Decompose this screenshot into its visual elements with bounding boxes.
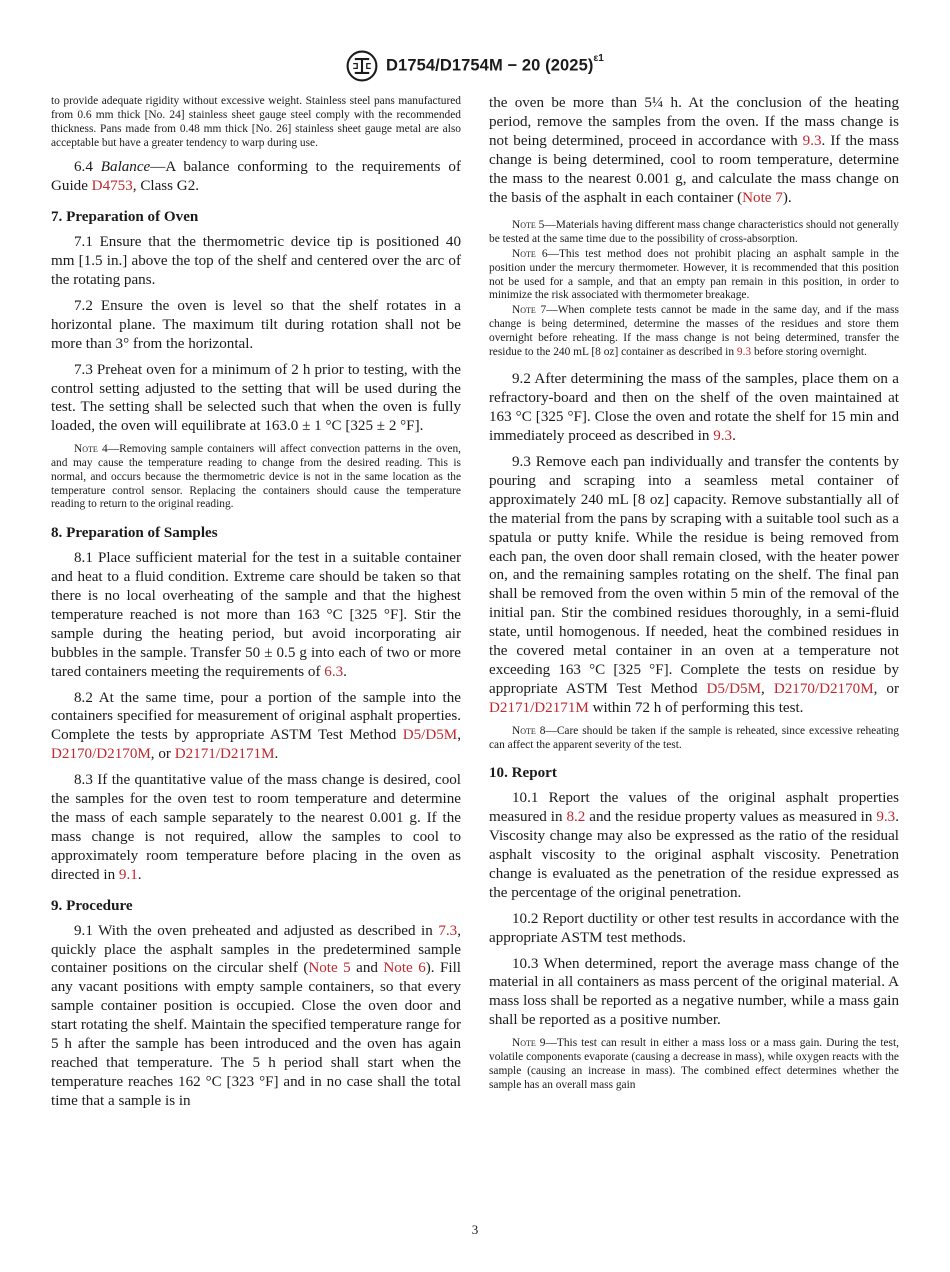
- note-9: Note 9—This test can result in either a mass loss or a mass gain. During the test, volatile components evaporate (causing a decrease in mass), while oxygen reacts with the sample (causing an increase in mass). The combined effect determines whether the sample has an overall mass gain: [489, 1037, 899, 1091]
- ref-9-1-link[interactable]: 9.1: [118, 866, 138, 883]
- ref-note-5-link[interactable]: Note 5: [308, 960, 351, 977]
- paragraph-10-3: 10.3 When determined, report the average mass change of the material in all containers as mass percent of the original material. A mass loss shall be reported as a negative number, while a mass gain shall be reported as a positive number.: [489, 955, 899, 1029]
- ref-d2170-link[interactable]: D2170/D2170M: [773, 680, 874, 697]
- ref-d5-link[interactable]: D5/D5M: [402, 727, 458, 744]
- ref-9-3-link[interactable]: 9.3: [802, 132, 822, 149]
- ref-d2170-link[interactable]: D2170/D2170M: [51, 746, 151, 763]
- paragraph-8-3: 8.3 If the quantitative value of the mass change is desired, cool the samples for the oven test to room temperature and determine the mass of each sample separately to the nearest 0.001 g. If the mass change is not required, allow the samples to cool to approximately room temperature before placing in the oven as directed in 9.1.: [51, 772, 461, 883]
- paragraph-9-1-continued: the oven be more than 5¼ h. At the conclusion of the heating period, remove the samples from the oven. If the mass change is not being determined, proceed in accordance with 9.3. If the mass change is being determined, cool to room temperature, determine the mass to the nearest 0.001 g, and calculate the mass change on the basis of the asphalt in each container (Note 7).: [489, 95, 899, 206]
- ref-note-7-link[interactable]: Note 7: [742, 189, 783, 206]
- note-5: Note 5—Materials having different mass change characteristics should not generally be tested at the same time due to the possibility of cross-absorption.: [489, 219, 900, 246]
- section-7-heading: 7. Preparation of Oven: [51, 209, 199, 226]
- paragraph-7-3: 7.3 Preheat oven for a minimum of 2 h prior to testing, with the control setting adjusted to the setting that will be used during the test. The setting shall be selected such that when the oven is fully loaded, the oven will equilibrate at 163.0 ± 1 °C [325 ± 2 °F].: [51, 361, 461, 435]
- paragraph-10-1: 10.1 Report the values of the original asphalt properties measured in 8.2 and the residue property values as measured in 9.3. Viscosity change may also be expressed as the ratio of the residual asphalt viscosity to the original asphalt viscosity. Penetration change is evaluated as the penetration of the residue expressed as the percentage of the original penetration.: [489, 790, 899, 901]
- ref-d2171-link[interactable]: D2171/D2171M: [174, 746, 275, 763]
- note-8: Note 8—Care should be taken if the sample is reheated, since excessive reheating can affect the apparent severity of the test.: [489, 724, 900, 751]
- designation-superscript: ε1: [593, 53, 604, 65]
- right-column: [489, 94, 899, 1093]
- note-4: Note 4—Removing sample containers will affect convection patterns in the oven, and may cause the temperature reading to change from the desired reading. This is normal, and occurs because the thermometric device is not in the same location as the temperature control sensor. Replacing the containers should cause the temperature reading to return to the original reading.: [51, 443, 461, 511]
- ref-9-3-link[interactable]: 9.3: [736, 345, 752, 358]
- ref-note-6-link[interactable]: Note 6: [383, 960, 426, 977]
- left-column: [51, 94, 461, 1118]
- ref-d5-link[interactable]: D5/D5M: [706, 680, 762, 697]
- document-designation: D1754/D1754M − 20 $(2025)^{\varepsilon 1}$: [386, 53, 604, 75]
- ref-7-3-link[interactable]: 7.3: [438, 922, 458, 939]
- paragraph-6-4: 6.4 Balance—A balance conforming to the requirements of Guide D4753, Class G2.: [51, 159, 461, 195]
- paragraph-7-2: 7.2 Ensure the oven is level so that the shelf rotates in a horizontal plane. The maximum tilt during rotation shall not be more than 3° from the horizontal.: [51, 297, 461, 352]
- paragraph-7-1: 7.1 Ensure that the thermometric device tip is positioned 40 mm [1.5 in.] above the top of the shelf and centered over the arc of the rotating pans.: [51, 234, 461, 288]
- ref-d4753-link[interactable]: D4753: [91, 178, 133, 195]
- ref-d2171-link[interactable]: D2171/D2171M: [489, 699, 589, 716]
- astm-logo-icon: [346, 50, 378, 82]
- note-6: Note 6—This test method does not prohibit placing an asphalt sample in the position under the mercury thermometer. However, it is recommended that this position not be used for a sample, and that an empty pan remain in this position, in order to minimize the risk associated with thermometer breakage.: [489, 248, 899, 302]
- paragraph-10-2: 10.2 Report ductility or other test results in accordance with the appropriate ASTM test methods.: [489, 910, 899, 946]
- page-header: [0, 50, 950, 87]
- ref-6-3-link[interactable]: 6.3: [324, 663, 344, 680]
- section-9-heading: 9. Procedure: [51, 897, 133, 914]
- paragraph-8-2: 8.2 At the same time, pour a portion of the sample into the containers specified for measurement of original asphalt properties. Complete the tests by appropriate ASTM Test Method D5/D5M, D2170/D2170M, or D2171/D2171M.: [51, 689, 461, 763]
- balance-term: Balance: [100, 159, 151, 176]
- paragraph-8-1: 8.1 Place sufficient material for the test in a suitable container and heat to a fluid condition. Extreme care should be taken so that there is no local overheating of the sample and that the highest temperature reached is not more than 163 °C [325 °F]. Stir the sample during the heating period, but avoid incorporating air bubbles in the sample. Transfer 50 ± 0.5 g into each of two or more tared containers meeting the requirements of 6.3.: [51, 550, 461, 680]
- note-7: Note 7—When complete tests cannot be made in the same day, and if the mass change is being determined, determine the masses of the residues and store them overnight before reheating. If the mass change is not being determined, transfer the residue to the 240 mL [8 oz] container as described in 9.3 before storing overnight.: [489, 304, 899, 358]
- paragraph-9-2: 9.2 After determining the mass of the samples, place them on a refractory-board and then on the shelf of the oven maintained at 163 °C [325 °F]. Close the oven and rotate the shelf for 15 min and immediately proceed as described in 9.3.: [489, 371, 899, 445]
- ref-9-3-link[interactable]: 9.3: [876, 809, 896, 826]
- section-8-heading: 8. Preparation of Samples: [51, 525, 218, 542]
- paragraph-9-1: 9.1 With the oven preheated and adjusted as described in 7.3, quickly place the asphalt samples in the predetermined sample container positions on the circular shelf (Note 5 and Note 6). Fill any vacant positions with empty sample containers, so that every sample container position is occupied. Close the oven door and start rotating the shelf. Maintain the specified temperature range for 5 h after the sample has been introduced and the oven has again reached that temperature. The 5 h period shall start when the temperature reaches 162 °C [323 °F] and in no case shall the total time that a sample is in: [51, 922, 461, 1109]
- ref-9-3-link[interactable]: 9.3: [713, 428, 733, 445]
- paragraph-9-3: 9.3 Remove each pan individually and transfer the contents by pouring and scraping into a seamless metal container of approximately 240 mL [8 oz] capacity. Remove substantially all of the material from the pans by scraping with a suitable tool such as a spatula or putty knife. While the residue is being removed from each pan, the oven door shall remain closed, with the heater power on, and the remaining samples rotating on the shelf. The final pan shall be removed from the oven within 5 min of the removal of the initial pan. Stir the combined residues thoroughly, in a semi-fluid state, until homogenous. If needed, heat the combined residues in the covered metal container in an oven at a temperature not exceeding 163 °C [325 °F]. Complete the tests on residue by appropriate ASTM Test Method D5/D5M, D2170/D2170M, or D2171/D2171M within 72 h of performing this test.: [489, 454, 899, 716]
- ref-8-2-link[interactable]: 8.2: [566, 809, 586, 826]
- page-number: 3: [471, 1222, 479, 1237]
- paragraph-6-3-continued: to provide adequate rigidity without excessive weight. Stainless steel pans manufactured from 0.6 mm thick [No. 24] stainless sheet gauge steel comply with the recommended thickness. Pans made from 0.48 mm thick [No. 26] stainless sheet gauge metal are also acceptable but have a greater tendency to warp during use.: [51, 95, 461, 150]
- section-10-heading: 10. Report: [489, 765, 557, 782]
